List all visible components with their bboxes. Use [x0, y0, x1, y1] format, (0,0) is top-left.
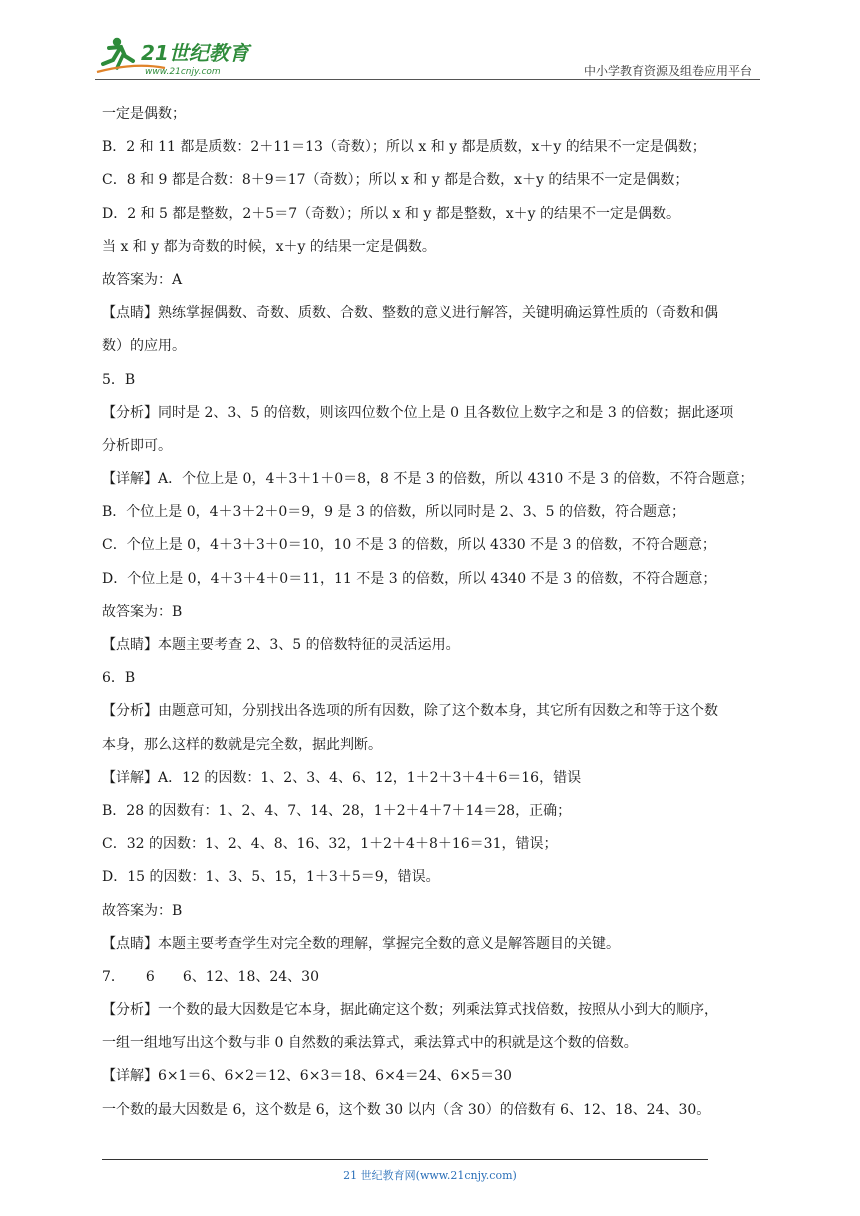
- text-line: 一组一组地写出这个数与非 0 自然数的乘法算式，乘法算式中的积就是这个数的倍数。: [102, 1035, 638, 1052]
- document-body: [102, 105, 762, 1134]
- text-line: 本身，那么这样的数就是完全数，据此判断。: [102, 736, 382, 753]
- text-line: 【详解】6×1＝6、6×2＝12、6×3＝18、6×4＝24、6×5＝30: [102, 1068, 512, 1085]
- text-line: C．个位上是 0，4＋3＋3＋0＝10，10 不是 3 的倍数，所以 4330 不是 3 的倍数，不符合题意；: [102, 537, 716, 554]
- text-line: C．8 和 9 都是合数：8＋9＝17（奇数）；所以 x 和 y 都是合数，x＋y 的结果不一定是偶数；: [102, 172, 689, 189]
- text-line: D．15 的因数：1、3、5、15，1＋3＋5＝9，错误。: [102, 869, 440, 886]
- text-line: 一定是偶数；: [102, 106, 186, 122]
- text-line: 分析即可。: [102, 437, 172, 454]
- text-line: 【点睛】本题主要考查学生对完全数的理解，掌握完全数的意义是解答题目的关键。: [102, 935, 620, 952]
- page-footer: 21 世纪教育网(www.21cnjy.com): [343, 1169, 517, 1182]
- text-line: 【详解】A．个位上是 0，4＋3＋1＋0＝8，8 不是 3 的倍数，所以 4310 不是 3 的倍数，不符合题意；: [102, 471, 754, 488]
- text-line: 【详解】A．12 的因数：1、2、3、4、6、12，1＋2＋3＋4＋6＝16，错误: [102, 769, 582, 786]
- text-line: 7． 6 6、12、18、24、30: [102, 968, 319, 985]
- footer-divider: [102, 1159, 708, 1160]
- text-line: 【分析】同时是 2、3、5 的倍数，则该四位数个位上是 0 且各数位上数字之和是 3 的倍数；据此逐项: [102, 404, 734, 421]
- text-line: 【点睛】熟练掌握偶数、奇数、质数、合数、整数的意义进行解答，关键明确运算性质的（奇数和偶: [102, 305, 718, 322]
- text-line: D．2 和 5 都是整数，2＋5＝7（奇数）；所以 x 和 y 都是整数，x＋y 的结果不一定是偶数。: [102, 205, 680, 222]
- text-line: 数）的应用。: [102, 338, 186, 355]
- page-header: [95, 30, 760, 80]
- text-line: D．个位上是 0，4＋3＋4＋0＝11，11 不是 3 的倍数，所以 4340 不是 3 的倍数，不符合题意；: [102, 570, 717, 587]
- text-line: 当 x 和 y 都为奇数的时候，x＋y 的结果一定是偶数。: [102, 238, 436, 255]
- text-line: B．2 和 11 都是质数：2＋11＝13（奇数）；所以 x 和 y 都是质数，x＋y 的结果不一定是偶数；: [102, 139, 706, 156]
- site-logo: [95, 34, 265, 78]
- svg-text:21世纪教育: 21世纪教育: [141, 41, 249, 65]
- text-line: 一个数的最大因数是 6，这个数是 6，这个数 30 以内（含 30）的倍数有 6、12、18、24、30。: [102, 1101, 711, 1118]
- text-line: 6．B: [102, 670, 136, 687]
- text-line: 故答案为：B: [102, 902, 183, 919]
- text-line: B．个位上是 0，4＋3＋2＋0＝9，9 是 3 的倍数，所以同时是 2、3、5 的倍数，符合题意；: [102, 504, 685, 521]
- header-divider: [95, 79, 760, 80]
- text-line: C．32 的因数：1、2、4、8、16、32，1＋2＋4＋8＋16＝31，错误；: [102, 836, 558, 853]
- text-line: 【分析】由题意可知，分别找出各选项的所有因数，除了这个数本身，其它所有因数之和等于这个数: [102, 703, 718, 720]
- text-line: B．28 的因数有：1、2、4、7、14、28，1＋2＋4＋7＋14＝28，正确；: [102, 802, 572, 819]
- header-tagline: 中小学教育资源及组卷应用平台: [583, 64, 752, 78]
- text-line: 【点睛】本题主要考查 2、3、5 的倍数特征的灵活运用。: [102, 637, 460, 653]
- text-line: 5．B: [102, 371, 136, 388]
- text-line: 【分析】一个数的最大因数是它本身，据此确定这个数；列乘法算式找倍数，按照从小到大的顺序，: [102, 1002, 718, 1019]
- svg-text:www.21cnjy.com: www.21cnjy.com: [145, 67, 221, 77]
- text-line: 故答案为：B: [102, 603, 183, 620]
- text-line: 故答案为：A: [102, 271, 183, 288]
